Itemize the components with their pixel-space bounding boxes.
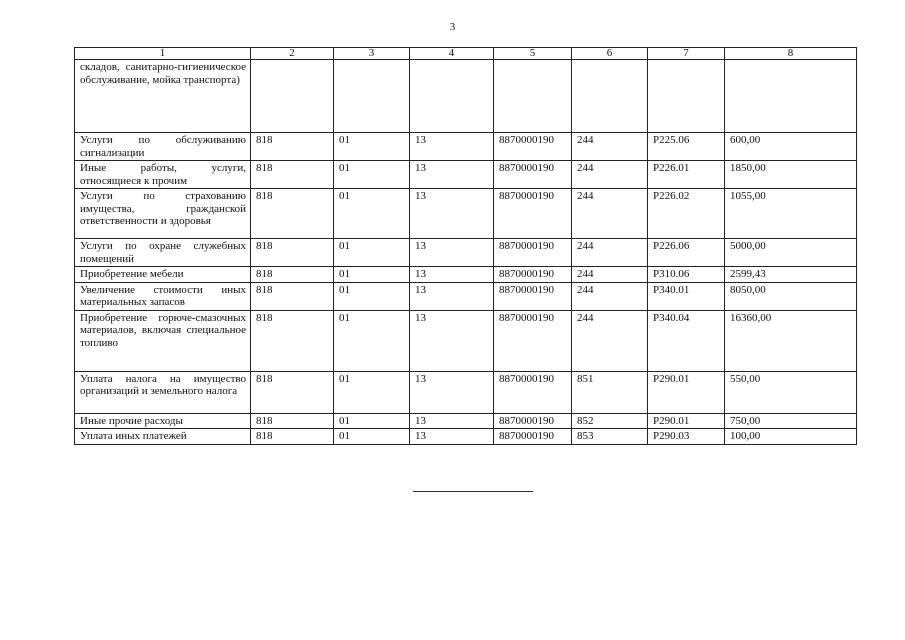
table-cell: 600,00 xyxy=(725,133,857,161)
table-cell: 13 xyxy=(410,371,494,413)
table-cell: 852 xyxy=(572,413,648,429)
table-row xyxy=(75,60,857,133)
table-cell: 851 xyxy=(572,371,648,413)
table-cell: Р310.06 xyxy=(648,267,725,283)
table-cell: 1850,00 xyxy=(725,161,857,189)
table-cell: Р340.01 xyxy=(648,282,725,310)
table-cell: 13 xyxy=(410,133,494,161)
table-body xyxy=(75,60,857,445)
table-cell: 244 xyxy=(572,282,648,310)
expense-name-cell: Приобретение горюче-смазочных материалов, включая специальное топливо xyxy=(75,310,251,371)
table-cell: 8870000190 xyxy=(494,310,572,371)
table-row xyxy=(75,239,857,267)
expense-name-cell: складов, санитарно-гигиеническое обслуживание, мойка транспорта) xyxy=(75,60,251,133)
table-cell: 550,00 xyxy=(725,371,857,413)
table-cell: 8870000190 xyxy=(494,282,572,310)
table-cell: 13 xyxy=(410,413,494,429)
table-cell: Р226.02 xyxy=(648,189,725,239)
table-row xyxy=(75,267,857,283)
table-cell: 13 xyxy=(410,239,494,267)
table-cell: 818 xyxy=(251,133,334,161)
table-cell: 244 xyxy=(572,310,648,371)
expense-name-cell: Уплата налога на имущество организаций и земельного налога xyxy=(75,371,251,413)
table-cell: 244 xyxy=(572,239,648,267)
table-cell: 8870000190 xyxy=(494,429,572,445)
table-row xyxy=(75,310,857,371)
table-cell: 853 xyxy=(572,429,648,445)
table-cell: Р290.01 xyxy=(648,413,725,429)
table-cell: 818 xyxy=(251,189,334,239)
table-cell: Р290.01 xyxy=(648,371,725,413)
table-cell: Р340.04 xyxy=(648,310,725,371)
table-cell: 8870000190 xyxy=(494,267,572,283)
table-cell: Р290.03 xyxy=(648,429,725,445)
table-cell: 244 xyxy=(572,267,648,283)
table-cell: 01 xyxy=(334,282,410,310)
expense-name-cell: Увеличение стоимости иных материальных запасов xyxy=(75,282,251,310)
table-cell: 5000,00 xyxy=(725,239,857,267)
column-header: 3 xyxy=(334,48,410,60)
table-cell: 13 xyxy=(410,310,494,371)
expense-name-cell: Услуги по обслуживанию сигнализации xyxy=(75,133,251,161)
table-cell: 13 xyxy=(410,282,494,310)
table-row xyxy=(75,189,857,239)
table-cell: 13 xyxy=(410,267,494,283)
column-header: 6 xyxy=(572,48,648,60)
table-cell: 01 xyxy=(334,239,410,267)
table-cell: 01 xyxy=(334,133,410,161)
table-cell xyxy=(648,60,725,133)
table-cell: 818 xyxy=(251,161,334,189)
column-header: 2 xyxy=(251,48,334,60)
table-row xyxy=(75,413,857,429)
expense-name-cell: Услуги по страхованию имущества, гражданской ответственности и здоровья xyxy=(75,189,251,239)
table-row xyxy=(75,429,857,445)
expense-name-cell: Услуги по охране служебных помещений xyxy=(75,239,251,267)
table-cell xyxy=(410,60,494,133)
table-cell: 8870000190 xyxy=(494,189,572,239)
table-cell: Р225.06 xyxy=(648,133,725,161)
table-cell: 818 xyxy=(251,310,334,371)
table-cell: 13 xyxy=(410,161,494,189)
table-cell xyxy=(725,60,857,133)
table-cell: 818 xyxy=(251,239,334,267)
table-cell xyxy=(572,60,648,133)
table-cell: 1055,00 xyxy=(725,189,857,239)
table-cell: 13 xyxy=(410,189,494,239)
budget-table xyxy=(74,47,857,445)
column-header: 4 xyxy=(410,48,494,60)
table-cell: 8870000190 xyxy=(494,239,572,267)
table-cell: 8870000190 xyxy=(494,371,572,413)
column-header: 5 xyxy=(494,48,572,60)
table-cell: 01 xyxy=(334,413,410,429)
table-cell xyxy=(334,60,410,133)
table-row xyxy=(75,282,857,310)
end-separator-line xyxy=(413,491,533,492)
table-cell: 8870000190 xyxy=(494,161,572,189)
table-cell: 16360,00 xyxy=(725,310,857,371)
table-cell: 8870000190 xyxy=(494,413,572,429)
expense-name-cell: Уплата иных платежей xyxy=(75,429,251,445)
table-row xyxy=(75,133,857,161)
table-cell: 818 xyxy=(251,282,334,310)
column-header: 7 xyxy=(648,48,725,60)
table-cell: 2599,43 xyxy=(725,267,857,283)
expense-name-cell: Иные прочие расходы xyxy=(75,413,251,429)
table-cell: 01 xyxy=(334,371,410,413)
table-cell: 8870000190 xyxy=(494,133,572,161)
table-cell: 818 xyxy=(251,267,334,283)
page-number: 3 xyxy=(449,21,456,33)
column-header: 1 xyxy=(75,48,251,60)
table-row xyxy=(75,371,857,413)
table-cell: 818 xyxy=(251,429,334,445)
expense-name-cell: Иные работы, услуги, относящиеся к прочим xyxy=(75,161,251,189)
table-cell: 750,00 xyxy=(725,413,857,429)
table-cell: 818 xyxy=(251,371,334,413)
table-cell: 8050,00 xyxy=(725,282,857,310)
table-row xyxy=(75,161,857,189)
table-cell: Р226.01 xyxy=(648,161,725,189)
table-cell: 01 xyxy=(334,429,410,445)
column-header: 8 xyxy=(725,48,857,60)
table-header-row xyxy=(75,48,857,60)
table-cell xyxy=(251,60,334,133)
table-cell: 01 xyxy=(334,310,410,371)
table-cell: 818 xyxy=(251,413,334,429)
table-cell: Р226.06 xyxy=(648,239,725,267)
table-cell: 244 xyxy=(572,133,648,161)
table-cell: 01 xyxy=(334,189,410,239)
expense-name-cell: Приобретение мебели xyxy=(75,267,251,283)
table-cell: 244 xyxy=(572,189,648,239)
table-cell xyxy=(494,60,572,133)
table-cell: 01 xyxy=(334,267,410,283)
table-cell: 100,00 xyxy=(725,429,857,445)
table-cell: 01 xyxy=(334,161,410,189)
table-cell: 13 xyxy=(410,429,494,445)
table-cell: 244 xyxy=(572,161,648,189)
